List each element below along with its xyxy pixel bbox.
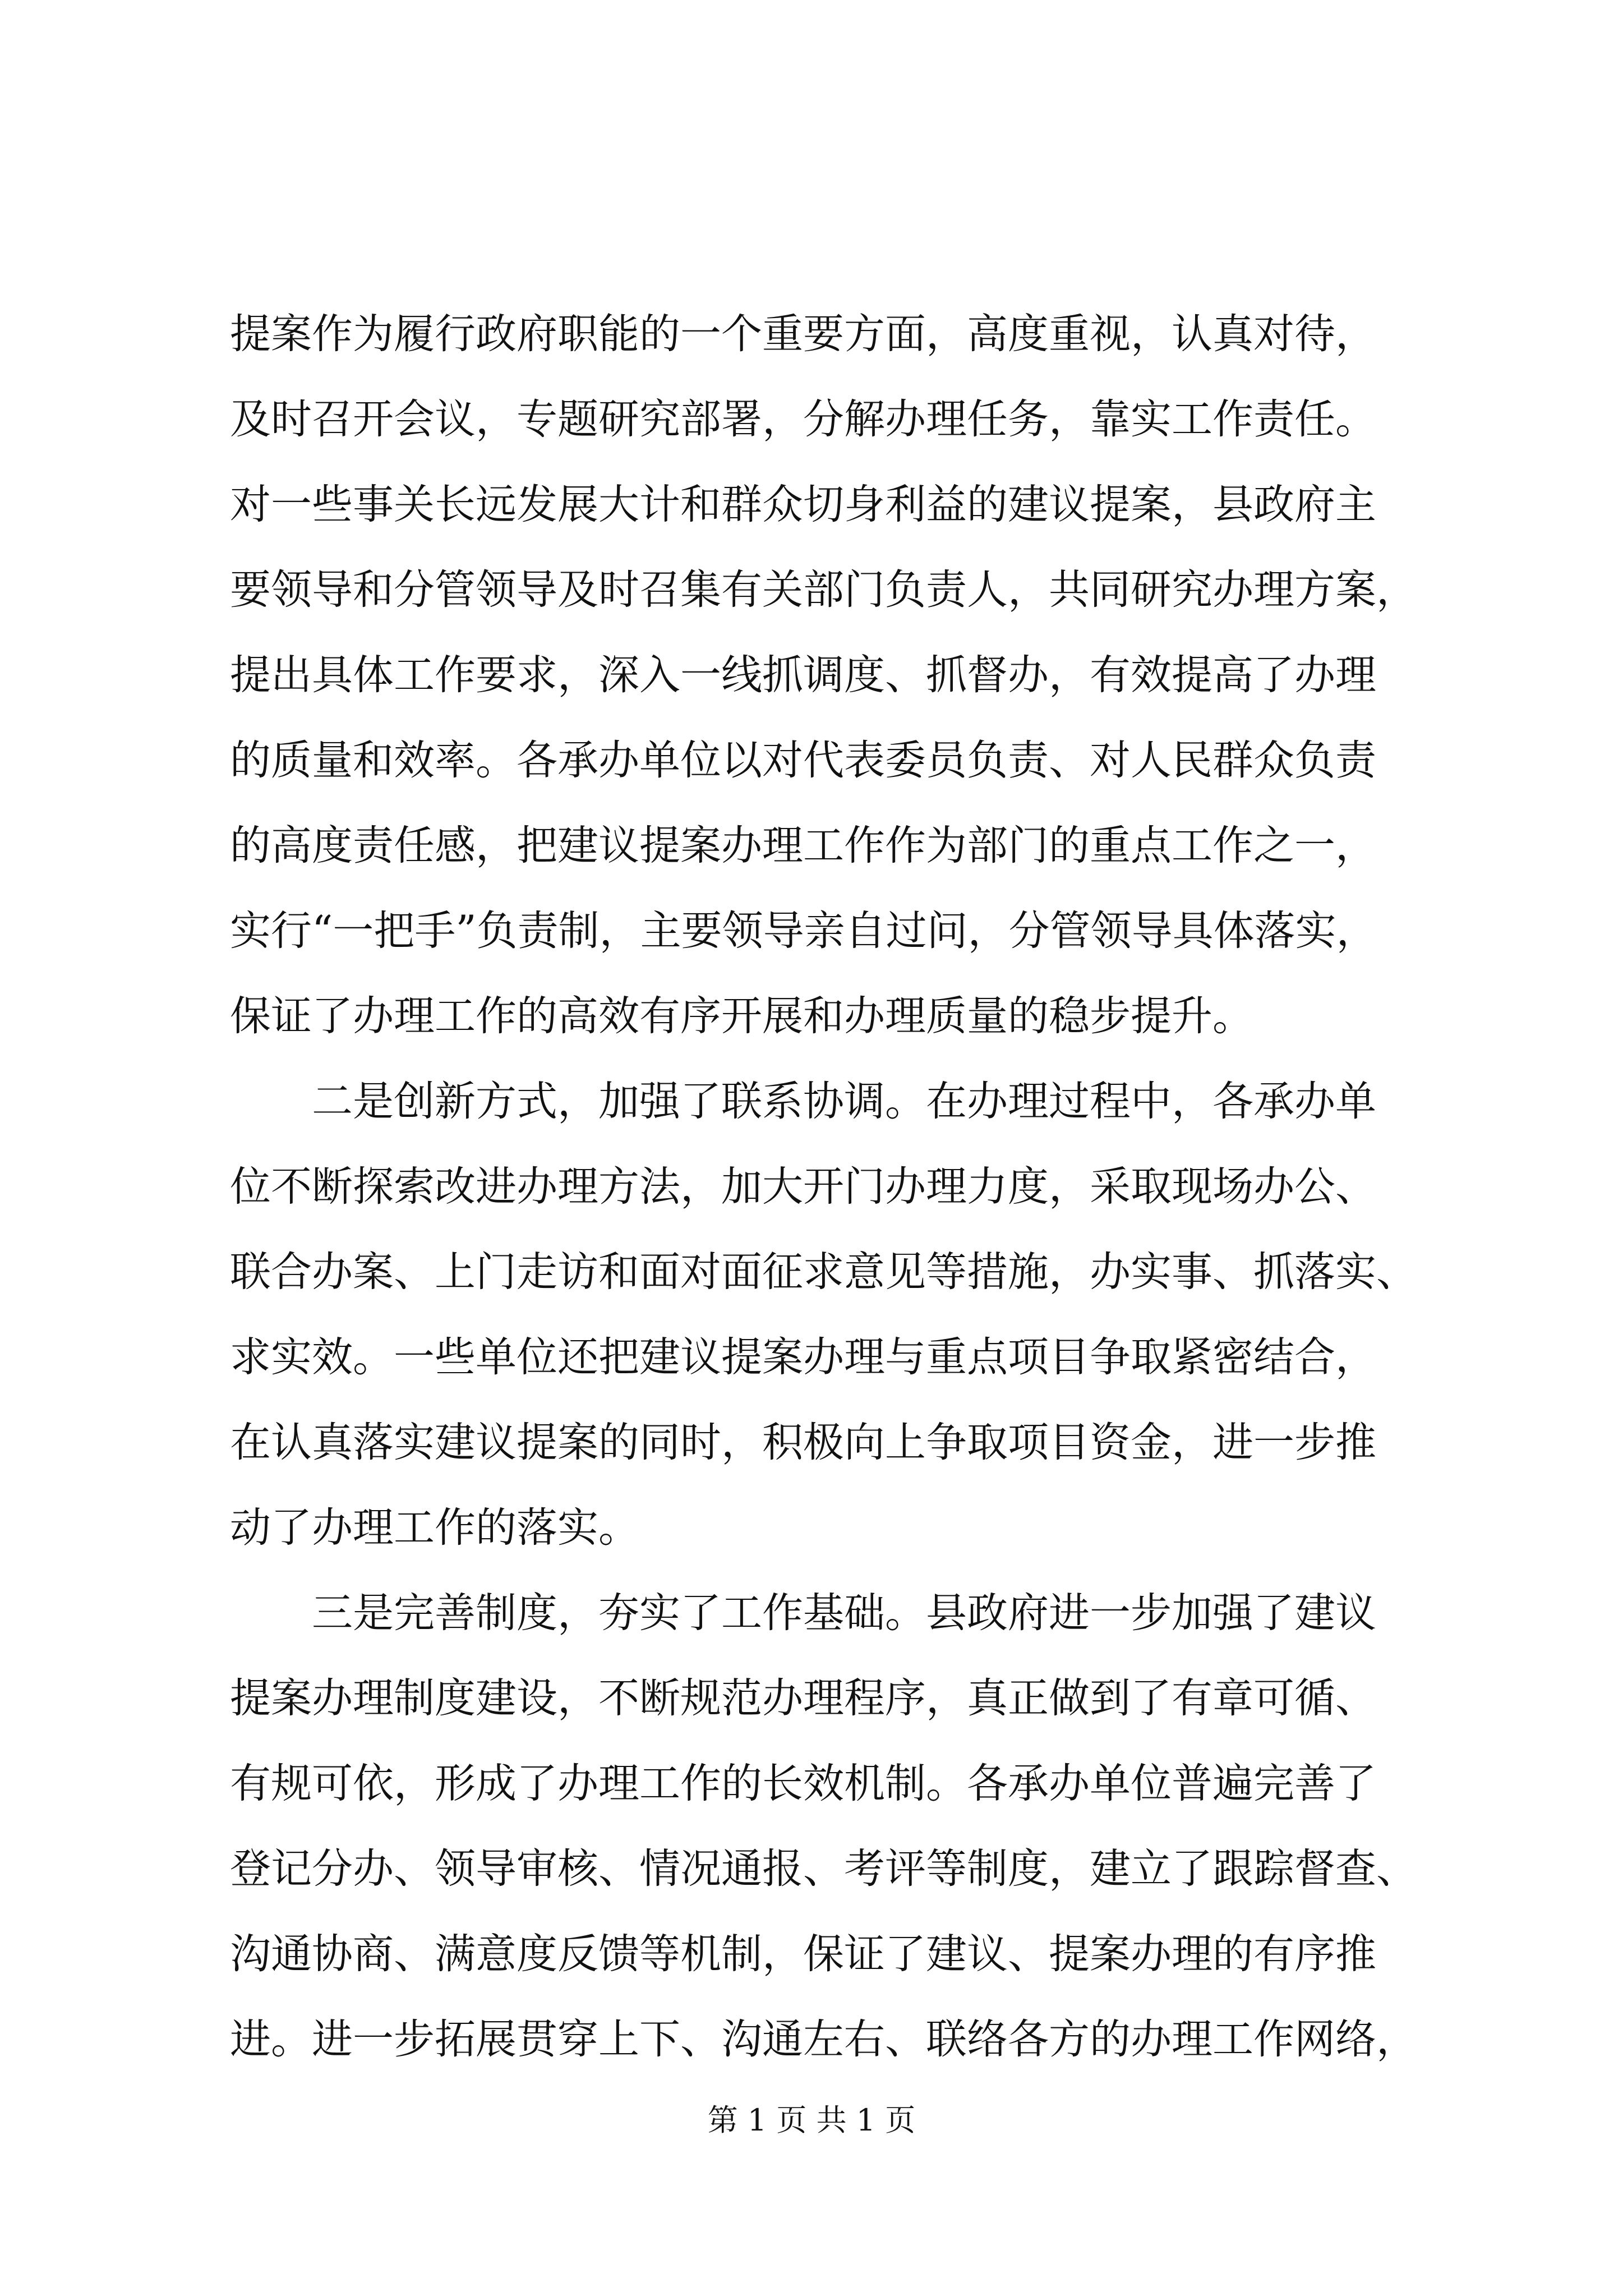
- text-line: 提案作为履行政府职能的一个重要方面，高度重视，认真对待，: [230, 310, 1376, 358]
- text-line: 提出具体工作要求，深入一线抓调度、抓督办，有效提高了办理: [230, 651, 1376, 699]
- text-line: 对一些事关长远发展大计和群众切身利益的建议提案，县政府主: [230, 481, 1376, 528]
- text-line: 二是创新方式，加强了联系协调。在办理过程中，各承办单: [312, 1078, 1376, 1125]
- text-line: 位不断探索改进办理方法，加大开门办理力度，采取现场办公、: [230, 1163, 1376, 1211]
- text-line: 有规可依，形成了办理工作的长效机制。各承办单位普遍完善了: [230, 1760, 1376, 1807]
- text-line: 提案办理制度建设，不断规范办理程序，真正做到了有章可循、: [230, 1674, 1376, 1722]
- text-line: 动了办理工作的落实。: [230, 1504, 639, 1552]
- text-line: 在认真落实建议提案的同时，积极向上争取项目资金，进一步推: [230, 1419, 1376, 1466]
- text-line: 求实效。一些单位还把建议提案办理与重点项目争取紧密结合，: [230, 1333, 1376, 1381]
- text-line: 及时召开会议，专题研究部署，分解办理任务，靠实工作责任。: [230, 395, 1376, 443]
- text-line: 三是完善制度，夯实了工作基础。县政府进一步加强了建议: [312, 1589, 1376, 1637]
- text-line: 保证了办理工作的高效有序开展和办理质量的稳步提升。: [230, 992, 1253, 1040]
- text-line: 登记分办、领导审核、情况通报、考评等制度，建立了跟踪督查、: [230, 1845, 1417, 1893]
- text-line: 实行“一把手”负责制，主要领导亲自过问，分管领导具体落实，: [230, 907, 1377, 955]
- text-line: 进。进一步拓展贯穿上下、沟通左右、联络各方的办理工作网络，: [230, 2016, 1417, 2063]
- text-line: 要领导和分管领导及时召集有关部门负责人，共同研究办理方案，: [230, 566, 1417, 614]
- text-line: 联合办案、上门走访和面对面征求意见等措施，办实事、抓落实、: [230, 1248, 1417, 1296]
- text-line: 沟通协商、满意度反馈等机制，保证了建议、提案办理的有序推: [230, 1930, 1376, 1978]
- text-line: 的高度责任感，把建议提案办理工作作为部门的重点工作之一，: [230, 822, 1376, 869]
- page-footer: 第 1 页 共 1 页: [707, 2102, 916, 2138]
- text-line: 的质量和效率。各承办单位以对代表委员负责、对人民群众负责: [230, 737, 1376, 784]
- document-body: [230, 292, 1419, 2082]
